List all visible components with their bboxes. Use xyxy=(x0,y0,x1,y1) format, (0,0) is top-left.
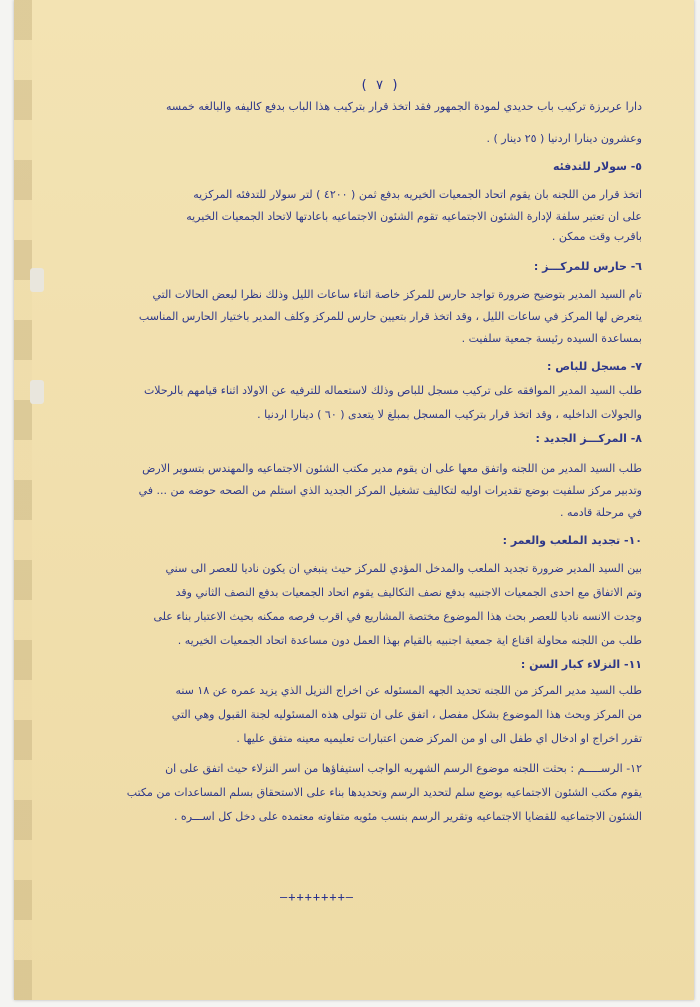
text-line: والجولات الداخليه ، وقد اتخذ قرار بتركيب المسجل بمبلغ لا يتعدى ( ٦٠ ) دينارا اردنيا . xyxy=(257,408,642,421)
section-heading: ١١- النزلاء كبار السن : xyxy=(520,658,642,671)
text-line: يتعرض لها المركز في ساعات الليل ، وقد اتخذ قرار بتعيين حارس للمركز وكلف المدير باختيار الحارس المناسب xyxy=(138,310,642,323)
punch-hole xyxy=(30,268,44,292)
text-line: ١٢- الرســـــم : بحثت اللجنه موضوع الرسم الشهريه الواجب استيفاؤها من اسر النزلاء حيث اتفق على ان xyxy=(165,762,642,775)
text-line: على ان تعتبر سلفة لإدارة الشئون الاجتماعيه تقوم الشئون الاجتماعيه باعادتها لاتحاد الجمعيات الخيريه xyxy=(186,210,642,223)
torn-left-edge xyxy=(14,0,32,1000)
page-number: ( ٧ ) xyxy=(360,78,400,93)
text-line: بين السيد المدير ضرورة تجديد الملعب والمدخل المؤدي للمركز حيث ينبغي ان يكون ناديا للعصر الى سني xyxy=(165,562,642,575)
document-page xyxy=(14,0,694,1000)
text-line: طلب السيد مدير المركز من اللجنه تحديد الجهه المسئوله عن اخراج النزيل الذي يزيد عمره عن ١٨ سنه xyxy=(175,684,642,697)
text-line: وتدبير مركز سلفيت بوضع تقديرات اوليه لتكاليف تشغيل المركز الجديد الذي استلم من الصحه حوضه من ... في xyxy=(138,484,642,497)
text-line: تام السيد المدير بتوضيح ضرورة تواجد حارس للمركز خاصة اثناء ساعات الليل وذلك نظرا لبعض الحالات التي xyxy=(152,288,642,301)
text-line: في مرحلة قادمه . xyxy=(559,506,642,519)
section-heading: ٧- مسجل للباص : xyxy=(547,360,642,373)
text-line: طلب السيد المدير من اللجنه واتفق معها على ان يقوم مدير مكتب الشئون الاجتماعيه والمهندس بتسوير الارض xyxy=(142,462,642,475)
text-line: وعشرون دينارا اردنيا ( ٢٥ دينار ) . xyxy=(486,132,642,145)
text-line: تقرر اخراج او ادخال اي طفل الى او من المركز ضمن اعتبارات تعليميه معينه متفق عليها . xyxy=(236,732,642,745)
punch-hole xyxy=(30,380,44,404)
end-marker: —+++++++— xyxy=(280,890,355,904)
text-line: يقوم مكتب الشئون الاجتماعيه بوضع سلم لتحديد الرسم وتحديدها بناء على الاستحقاق بسلم المساعدات من مكتب xyxy=(126,786,642,799)
text-line: وجدت الانسه ناديا للعصر بحث هذا الموضوع مختصة المشاريع في اقرب فرصه ممكنه بحيث الاعتبار بناء على xyxy=(153,610,642,623)
text-line: دارا عربرزة تركيب باب حديدي لمودة الجمهور فقد اتخذ قرار بتركيب هذا الباب بدفع كاليفه والبالغه خمسه xyxy=(165,100,642,113)
text-line: الشئون الاجتماعيه للقضايا الاجتماعيه وتقرير الرسم بنسب مئويه متفاوته معتمده على دخل كل اســـره . xyxy=(173,810,642,823)
text-line: وتم الاتفاق مع احدى الجمعيات الاجنبيه بدفع نصف التكاليف يقوم اتحاد الجمعيات بدفع النصف الثاني وقد xyxy=(175,586,642,599)
section-heading: ٦- حارس للمركـــز : xyxy=(533,260,642,273)
section-heading: ٥- سولار للتدفئه xyxy=(552,160,642,173)
text-line: طلب من اللجنه محاولة اقناع اية جمعية اجنبيه بالقيام بهذا العمل دون مساعدة اتحاد الجمعيات الخيريه . xyxy=(177,634,642,647)
text-line: طلب السيد المدير الموافقه على تركيب مسجل للباص وذلك لاستعماله للترفيه عن الاولاد اثناء قيامهم بالرحلات xyxy=(143,384,642,397)
text-line: بمساعدة السيده رئيسة جمعية سلفيت . xyxy=(461,332,642,345)
text-line: باقرب وقت ممكن . xyxy=(551,230,642,243)
section-heading: ٨- المركـــز الجديد : xyxy=(535,432,642,445)
text-line: من المركز وبحث هذا الموضوع بشكل مفصل ، اتفق على ان تتولى هذه المسئوليه لجنة القبول وهي التي xyxy=(171,708,642,721)
section-heading: ١٠- تجديد الملعب والعمر : xyxy=(502,534,642,547)
text-line: اتخذ قرار من اللجنه بان يقوم اتحاد الجمعيات الخيريه بدفع ثمن ( ٤٢٠٠ ) لتر سولار للتدفئه المركزيه xyxy=(193,188,642,201)
